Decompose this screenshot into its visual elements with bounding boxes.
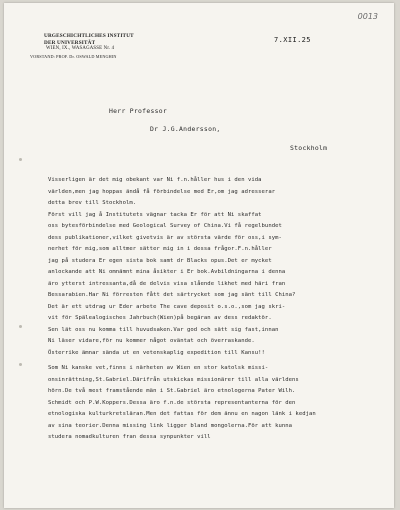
paragraph: [48, 325, 390, 360]
punch-hole: [19, 363, 22, 366]
text-line: Det är ett utdrag ur Eder arbete The cave deposit o.s.o.,som jag skri-: [48, 303, 286, 310]
text-line: av sina teorier.Denna missing link ligger bland mongolerna.För att kunna: [48, 422, 293, 429]
text-line: Bessarabien.Har Ni förresten fått det särtrycket som jag sänt till China?: [48, 292, 296, 298]
text-line: Sen lät oss nu komma till huvudsaken.Var god och sätt sig fast,innan: [48, 326, 279, 333]
letterhead-university: DER UNIVERSITÄT: [44, 39, 96, 46]
text-line: Visserligen är det mig obekant var Ni f.n.håller hus i den vida: [48, 177, 262, 183]
text-line: Som Ni kanske vet,finns i närheten av Wien en stor katolsk missi-: [48, 365, 269, 371]
text-line: studera nomadkulturen fran dessa synpunkter vill: [48, 434, 211, 440]
text-line: Österrike ämnar sända ut en vetenskaplig expedition till Kansu!!: [48, 349, 265, 356]
text-line: etnologiska kulturkretsläran.Men det fattas för dem ännu en nagon länk i kedjan: [48, 411, 316, 417]
archive-number: 0013: [357, 12, 378, 21]
text-line: detta brev till Stockholm.: [48, 200, 137, 206]
letter-body: [48, 175, 390, 444]
text-line: oss bytesförbindelse med Geological Survey of China.Vi få regelbundet: [48, 223, 282, 229]
text-line: jag på studera Er egen sista bok samt dr Blacks opus.Det er mycket: [48, 257, 272, 264]
text-line: Först vill jag å Institutets vägnar tacka Er för att Ni skaffat: [48, 211, 262, 218]
text-line: hörn.De två mest framstående män i St.Gabriel äro etnologerna Pater Wilh.: [48, 388, 296, 394]
addressee-name: Dr J.G.Andersson,: [150, 125, 221, 133]
paragraph: [48, 210, 390, 325]
letter-date: 7.XII.25: [274, 36, 311, 44]
punch-hole: [19, 325, 22, 328]
text-line: nerhet för mig,som alltmer sätter mig in i dessa frågor.F.n.håller: [48, 246, 272, 252]
paragraph: [48, 363, 390, 444]
text-line: vit för Spälealogisches Jahrbuch(Wien)på begäran av dess redaktör.: [48, 315, 272, 321]
text-line: Ni läser vidare,för nu kommer något oväntat och överraskande.: [48, 338, 255, 344]
text-line: anlockande att Ni omnämnt mina åsikter i Er bok.Avbildningarna i denna: [48, 269, 286, 275]
text-line: onsinrättning,St.Gabriel.Därifrån utskickas missionärer till alla världens: [48, 376, 299, 383]
punch-hole: [19, 158, 22, 161]
text-line: äro ytterst intressanta,då de delvis visa slående likhet med häri fran: [48, 280, 286, 287]
text-line: världen,men jag hoppas ändå få förbindelse med Er,om jag adresserar: [48, 188, 276, 195]
text-line: dess publikationer,vilket givetvis är av största värde för oss,i sym-: [48, 234, 282, 241]
letterhead: [30, 33, 200, 60]
text-line: Schmidt och P.W.Koppers.Dessa äro f.n.de största representanterna för den: [48, 399, 296, 406]
addressee-salutation: Herr Professor: [109, 107, 168, 115]
letterhead-director: VORSTAND: PROF. Dr. OSWALD MENGHIN: [30, 53, 117, 59]
paragraph: [48, 175, 390, 210]
letter-page: [4, 3, 394, 508]
letterhead-address: WIEN, IX., WASAGASSE Nr. 4: [46, 46, 115, 51]
letterhead-institute: URGESCHICHTLICHES INSTITUT: [44, 33, 134, 39]
addressee-city: Stockholm: [290, 144, 328, 152]
